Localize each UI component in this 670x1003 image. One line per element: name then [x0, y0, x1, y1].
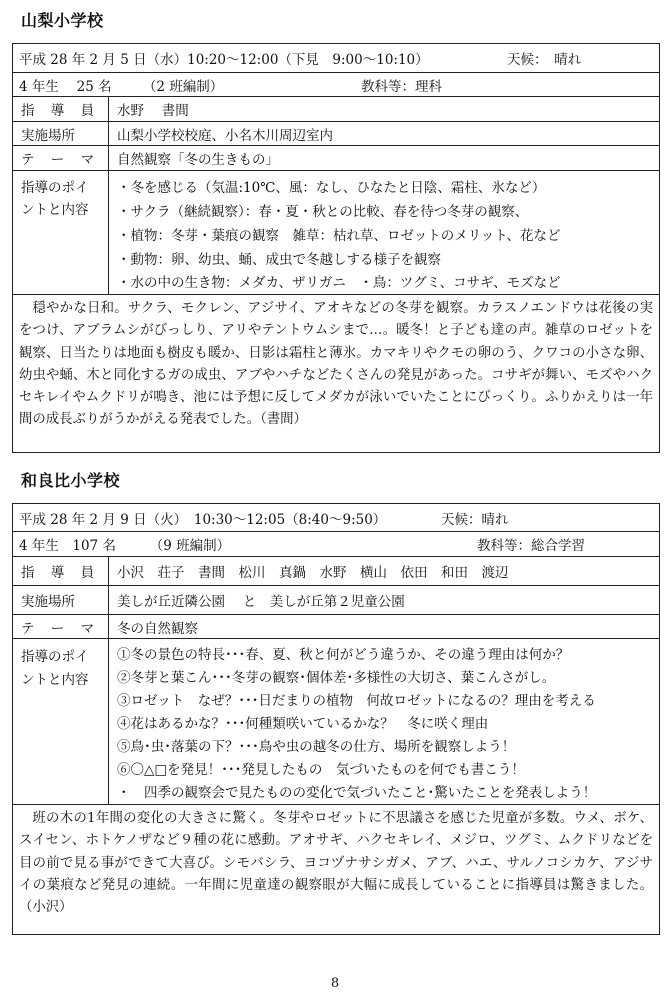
point-item: ②冬芽と葉こん･･･冬芽の観察･個体差･多様性の大切さ、葉こんさがし。 — [117, 670, 556, 686]
place-value: 山梨小学校校庭、小名木川周辺室内 — [117, 127, 333, 144]
weather: 天候：晴れ — [441, 511, 509, 528]
report-text: 穏やかな日和。サクラ、モクレン、アジサイ、アオキなどの冬芽を観察。カラスノエンドウは花後の実をつけ、アブラムシがびっしり、アリやテントウムシまで…。暖冬！と子ども達の声。雑草のロゼットを観察、日当たりは地面も樹皮も暖か、日影は霜柱と薄氷。カマキリやクモの卵のう、クワコの小さな卵、幼虫や蛹、木と同化するガの成虫、アブやハチなどたくさんの発見があった。コサギが舞い、モズやハクセキレイやムクドリが鳴き、池には予想に反してメダカが泳いでいたことにびっくり。ふりかえりは一年間の成長ぶりがうかがえる発表でした。（書間） — [19, 301, 653, 428]
points-label-2: ントと内容 — [21, 202, 89, 218]
report-row — [13, 295, 659, 452]
point-item: ⑤鳥･虫･落葉の下？･･･鳥や虫の越冬の仕方、場所を観察しよう！ — [117, 739, 516, 755]
date-line: 平成 28 年 2 月 5 日（水）10:20～12:00（下見 9:00～10:10） — [19, 52, 429, 68]
place-row — [13, 586, 659, 615]
school-heading: 和良比小学校 — [21, 471, 121, 490]
points-label-1: 指導のポイ — [21, 180, 89, 196]
instructor-row — [13, 557, 659, 586]
instructor-row — [13, 97, 659, 122]
points-row — [13, 639, 659, 805]
point-item: ⑥〇△□を発見！･･･発見したもの 気づいたものを何でも書こう！ — [117, 762, 525, 778]
theme-row — [13, 615, 659, 639]
report-text: 班の木の1年間の変化の大きさに驚く。冬芽やロゼットに不思議さを感じた児童が多数。ウメ、ボケ、スイセン、ホトケノザなど９種の花に感動。アオサギ、ハクセキレイ、メジロ、ツグミ、ムクドリなどを目の前で見る事ができて大喜び。シモバシラ、ヨコヅナサシガメ、アブ、ハエ、サルノコシカケ、アジサイの葉痕など発見の連続。一年間に児童達の観察眼が大幅に成長していることに指導員は驚きました。（小沢） — [19, 811, 653, 916]
point-item: ・ 四季の観察会で見たものの変化で気づいたこと･驚いたことを発表しよう！ — [117, 785, 597, 801]
instructor-value: 水野 書間 — [117, 103, 189, 119]
subject: 教科等：理科 — [361, 78, 442, 95]
date-line: 平成 28 年 2 月 9 日（火） 10:30～12:05（8:40～9:50） — [19, 511, 387, 528]
point-item: ・植物：冬芽・葉痕の観察 雑草：枯れ草、ロゼットのメリット、花など — [117, 228, 561, 244]
grade-row — [13, 532, 659, 557]
instructor-label: 指 導 員 — [21, 565, 101, 581]
page-number: 8 — [330, 976, 340, 991]
instructor-value: 小沢 荘子 書間 松川 真鍋 水野 横山 依田 和田 渡辺 — [117, 565, 509, 581]
date-row — [13, 504, 659, 532]
grade-line: 4 年生 107 名 （9 班編制） — [19, 538, 231, 554]
point-item: ・動物：卵、幼虫、蛹、成虫で冬越しする様子を観察 — [117, 252, 441, 268]
place-label: 実施場所 — [21, 127, 75, 144]
theme-row — [13, 146, 659, 171]
place-value: 美しが丘近隣公園 と 美しが丘第２児童公園 — [117, 594, 405, 610]
theme-label: テ ー マ — [21, 152, 101, 168]
theme-value: 自然観察「冬の生きもの」 — [117, 152, 279, 168]
report-row — [13, 805, 659, 935]
subject: 教科等：総合学習 — [477, 538, 585, 554]
point-item: ・冬を感じる（気温:10℃、風：なし、ひなたと日陰、霜柱、氷など） — [117, 180, 546, 196]
point-item: ③ロゼット なぜ？･･･日だまりの植物 何故ロゼットになるの？理由を考える — [117, 693, 596, 709]
point-item: ①冬の景色の特長･･･春、夏、秋と何がどう違うか、その違う理由は何か？ — [117, 647, 570, 663]
weather: 天候： 晴れ — [507, 52, 582, 68]
school-heading: 山梨小学校 — [21, 11, 104, 30]
report-table — [12, 43, 660, 453]
grade-row — [13, 73, 659, 97]
points-label-2: ントと内容 — [21, 672, 89, 688]
point-item: ④花はあるかな？･･･何種類咲いているかな？ 冬に咲く理由 — [117, 716, 489, 732]
point-item: ・サクラ（継続観察）：春・夏・秋との比較、春を待つ冬芽の観察、 — [117, 204, 529, 220]
point-item: ・水の中の生き物：メダカ、ザリガニ ・鳥：ツグミ、コサギ、モズなど — [117, 275, 561, 291]
instructor-label: 指 導 員 — [21, 103, 101, 119]
theme-label: テ ー マ — [21, 620, 101, 637]
points-row — [13, 171, 659, 295]
points-label-1: 指導のポイ — [21, 649, 89, 665]
theme-value: 冬の自然観察 — [117, 620, 198, 637]
place-label: 実施場所 — [21, 594, 75, 610]
date-row — [13, 44, 659, 73]
grade-line: 4 年生 25 名 （2 班編制） — [19, 78, 224, 95]
place-row — [13, 122, 659, 146]
report-table — [12, 503, 660, 935]
